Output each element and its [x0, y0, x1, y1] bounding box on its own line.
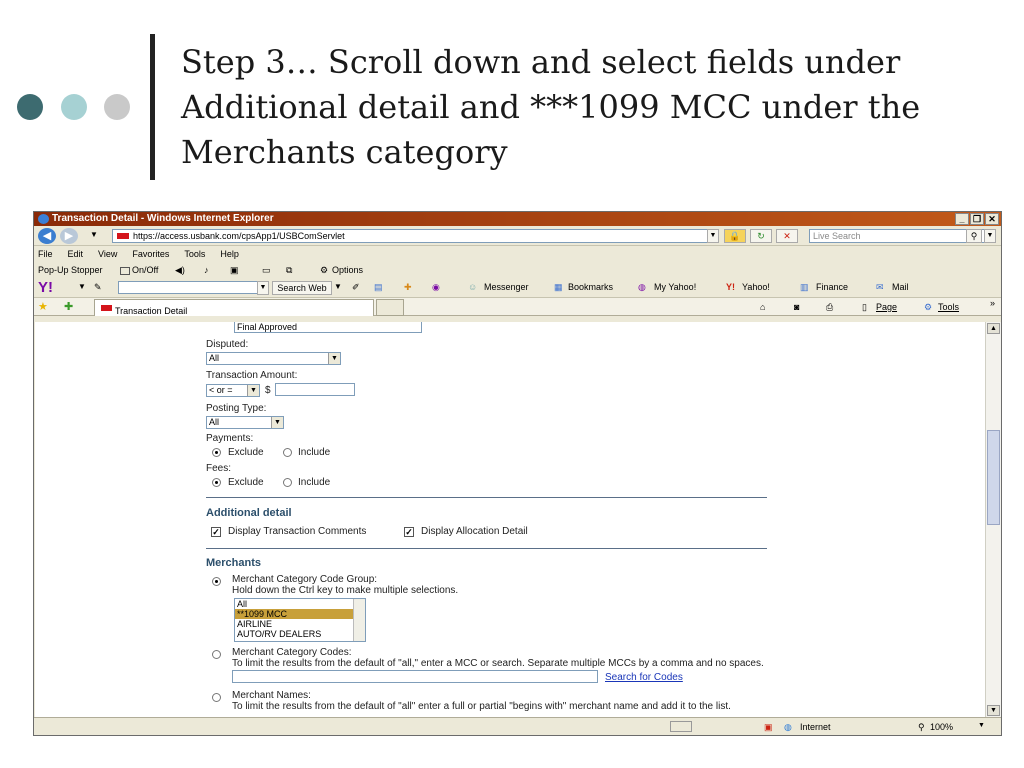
menu-view[interactable]: View [98, 249, 118, 259]
close-icon[interactable]: ✕ [985, 213, 999, 225]
amount-operator-value: < or = [209, 385, 233, 395]
browser-window [33, 211, 1002, 736]
mcc-codes-label: Merchant Category Codes: [232, 647, 352, 658]
weather-icon[interactable]: ✚ [404, 282, 412, 292]
zoom-level[interactable]: 100% [930, 722, 954, 732]
my-yahoo-button[interactable]: My Yahoo! [654, 282, 697, 292]
list-item-selected[interactable]: **1099 MCC [235, 609, 365, 619]
disputed-label: Disputed: [206, 339, 249, 350]
popup-icon [120, 267, 130, 275]
fees-include-label: Include [298, 477, 331, 488]
antispy-icon[interactable]: ◉ [432, 282, 440, 292]
menu-favorites[interactable]: Favorites [132, 249, 170, 259]
forward-icon[interactable]: ▶ [60, 228, 78, 244]
yahoo-search-input[interactable] [118, 281, 268, 294]
page-scrollbar[interactable] [985, 322, 1001, 717]
search-icon[interactable]: ⚲ [966, 229, 982, 243]
status-bar [34, 717, 1001, 735]
slide-title: Step 3… Scroll down and select fields under Additional detail and ***1099 MCC under the Merchants category [181, 43, 921, 171]
mail-button[interactable]: Mail [892, 282, 909, 292]
display-allocation-checkbox[interactable]: ✓ [405, 527, 413, 537]
globe-icon: ◍ [784, 722, 792, 732]
search-codes-link[interactable]: Search for Codes [605, 672, 683, 683]
tab-transaction-detail[interactable] [94, 299, 374, 316]
page-menu[interactable]: Page [876, 302, 898, 312]
new-tab-button[interactable] [376, 299, 404, 316]
decor-dot-dark [17, 94, 43, 120]
list-item[interactable]: AIRLINE [237, 619, 273, 629]
menu-help[interactable]: Help [220, 249, 239, 259]
bookmarks-icon[interactable]: ▦ [554, 282, 563, 292]
history-dropdown-icon[interactable]: ▼ [90, 230, 98, 239]
messenger-button[interactable]: Messenger [484, 282, 529, 292]
fees-exclude-label: Exclude [228, 477, 264, 488]
scroll-thumb[interactable] [987, 430, 1000, 525]
highlight-icon[interactable]: ✐ [352, 282, 360, 292]
sound-icon[interactable]: ◀) [175, 265, 185, 275]
tools-gear-icon[interactable]: ⚙ [924, 302, 933, 312]
amount-input[interactable] [275, 383, 355, 396]
merchants-header: Merchants [206, 557, 262, 569]
print-toolbar-icon[interactable]: ⎙ [826, 302, 834, 312]
list-item[interactable]: AUTO/RV DEALERS [237, 629, 322, 639]
favorites-star-icon[interactable]: ★ [38, 301, 48, 313]
ctrl-hint: Hold down the Ctrl key to make multiple selections. [232, 585, 459, 596]
disputed-value: All [209, 353, 220, 363]
mcc-codes-hint: To limit the results from the default of "all," enter a MCC or search. Separate multiple MCCs by a comma and no spaces. [232, 658, 764, 669]
options-icon[interactable]: ⚙ [320, 265, 329, 275]
status-select[interactable]: Final Approved [234, 322, 422, 333]
page-content [35, 322, 985, 717]
minimize-icon[interactable]: _ [955, 213, 969, 225]
window-titlebar [34, 212, 1001, 226]
address-dropdown-icon[interactable]: ▼ [707, 229, 719, 243]
page-icon[interactable]: ▯ [862, 302, 867, 312]
status-progress-icon [670, 721, 692, 732]
finance-icon[interactable]: ▥ [800, 282, 809, 292]
mcc-codes-input[interactable] [232, 670, 598, 683]
decor-dot-gray [104, 94, 130, 120]
yahoo-logo-icon[interactable]: Y! [38, 279, 53, 296]
menu-bar [34, 246, 1001, 262]
list-item[interactable]: All [237, 599, 248, 609]
menu-file[interactable]: File [38, 249, 53, 259]
section-divider [206, 548, 767, 549]
popup-blocked-icon[interactable]: ▣ [764, 722, 773, 732]
my-yahoo-icon[interactable]: ◍ [638, 282, 646, 292]
home-icon[interactable]: ⌂ [760, 302, 766, 312]
pencil-icon[interactable]: ✎ [94, 282, 102, 292]
options-button[interactable]: Options [332, 265, 364, 275]
transaction-amount-label: Transaction Amount: [206, 370, 298, 381]
merchant-names-radio[interactable] [212, 693, 221, 702]
menu-edit[interactable]: Edit [67, 249, 84, 259]
title-divider [150, 34, 155, 180]
popup-stopper-label: Pop-Up Stopper [38, 265, 103, 275]
payments-exclude-label: Exclude [228, 447, 264, 458]
chevron-down-icon: ▼ [271, 417, 283, 428]
mcc-group-listbox[interactable] [234, 598, 366, 642]
merchant-names-label: Merchant Names: [232, 690, 311, 701]
fees-label: Fees: [206, 463, 232, 474]
currency-symbol: $ [265, 385, 271, 396]
decor-dot-light [61, 94, 87, 120]
yahoo-toolbar [34, 278, 1001, 298]
fees-exclude-radio[interactable] [212, 478, 221, 487]
on-off-button[interactable]: On/Off [132, 265, 159, 275]
popup-stopper-bar [34, 262, 1001, 278]
search-web-button[interactable]: Search Web [272, 281, 332, 295]
chevron-more-icon[interactable]: » [990, 298, 996, 308]
music-icon[interactable]: ♪ [204, 265, 209, 275]
posting-type-value: All [209, 417, 220, 427]
zoom-dropdown-icon[interactable]: ▼ [978, 722, 985, 729]
amount-operator-select[interactable] [206, 384, 260, 397]
posting-type-select[interactable] [206, 416, 284, 429]
window-title: Transaction Detail - Windows Internet Explorer [52, 213, 274, 224]
back-icon[interactable]: ◀ [38, 228, 56, 244]
envelope-icon[interactable]: ▤ [374, 282, 383, 292]
yahoo-search-dropdown-icon[interactable]: ▼ [257, 281, 269, 295]
chevron-down-icon: ▼ [328, 353, 340, 364]
chevron-down-icon: ▼ [247, 385, 259, 396]
tab-label: Transaction Detail [115, 306, 188, 316]
disputed-select[interactable] [206, 352, 341, 365]
add-favorites-icon[interactable]: ✚ [64, 301, 74, 313]
print-icon[interactable]: ▣ [230, 265, 239, 275]
tab-favicon [101, 305, 112, 311]
address-row [34, 226, 1001, 246]
lock-icon[interactable]: 🔒 [724, 229, 746, 243]
payments-include-label: Include [298, 447, 331, 458]
payments-label: Payments: [206, 433, 254, 444]
yahoo-dropdown-icon[interactable]: ▼ [78, 282, 86, 291]
merchant-names-hint: To limit the results from the default of "all" enter a full or partial "begins with" merchant name and add it to the list. [232, 701, 731, 712]
finance-button[interactable]: Finance [816, 282, 849, 292]
scroll-down-icon[interactable]: ▼ [987, 705, 1000, 716]
zone-label: Internet [800, 722, 831, 732]
posting-type-label: Posting Type: [206, 403, 267, 414]
address-bar[interactable] [112, 229, 717, 243]
stop-icon[interactable]: ✕ [776, 229, 798, 243]
url-text: https://access.usbank.com/cpsApp1/USBComServlet [133, 231, 345, 241]
display-comments-label: Display Transaction Comments [228, 526, 367, 537]
folder-icon[interactable]: ▭ [262, 265, 271, 275]
payments-include-radio[interactable] [283, 448, 292, 457]
site-favicon [117, 233, 129, 239]
messenger-icon[interactable]: ☺ [468, 282, 478, 292]
fees-include-radio[interactable] [283, 478, 292, 487]
mcc-codes-radio[interactable] [212, 650, 221, 659]
search-web-dropdown-icon[interactable]: ▼ [334, 282, 342, 291]
yahoo-small-icon[interactable]: Y! [726, 282, 735, 292]
display-allocation-label: Display Allocation Detail [421, 526, 528, 537]
copy-icon[interactable]: ⧉ [286, 265, 293, 275]
section-divider [206, 497, 767, 498]
mail-icon[interactable]: ✉ [876, 282, 884, 292]
zoom-icon[interactable]: ⚲ [918, 722, 925, 732]
mcc-group-radio[interactable] [212, 577, 221, 586]
live-search-input[interactable]: Live Search [809, 229, 989, 243]
menu-tools[interactable]: Tools [184, 249, 206, 259]
feeds-icon[interactable]: ◙ [794, 302, 800, 312]
additional-detail-header: Additional detail [206, 507, 292, 519]
tools-menu[interactable]: Tools [938, 302, 960, 312]
search-options-icon[interactable]: ▼ [984, 229, 996, 243]
ie-icon [38, 214, 49, 224]
display-comments-checkbox[interactable]: ✓ [212, 527, 220, 537]
refresh-icon[interactable]: ↻ [750, 229, 772, 243]
payments-exclude-radio[interactable] [212, 448, 221, 457]
scroll-up-icon[interactable]: ▲ [987, 323, 1000, 334]
tab-row [34, 298, 1001, 316]
listbox-scrollbar[interactable] [353, 599, 365, 641]
restore-icon[interactable]: ❐ [970, 213, 984, 225]
yahoo-button[interactable]: Yahoo! [742, 282, 770, 292]
mcc-group-label: Merchant Category Code Group: [232, 574, 378, 585]
bookmarks-button[interactable]: Bookmarks [568, 282, 614, 292]
